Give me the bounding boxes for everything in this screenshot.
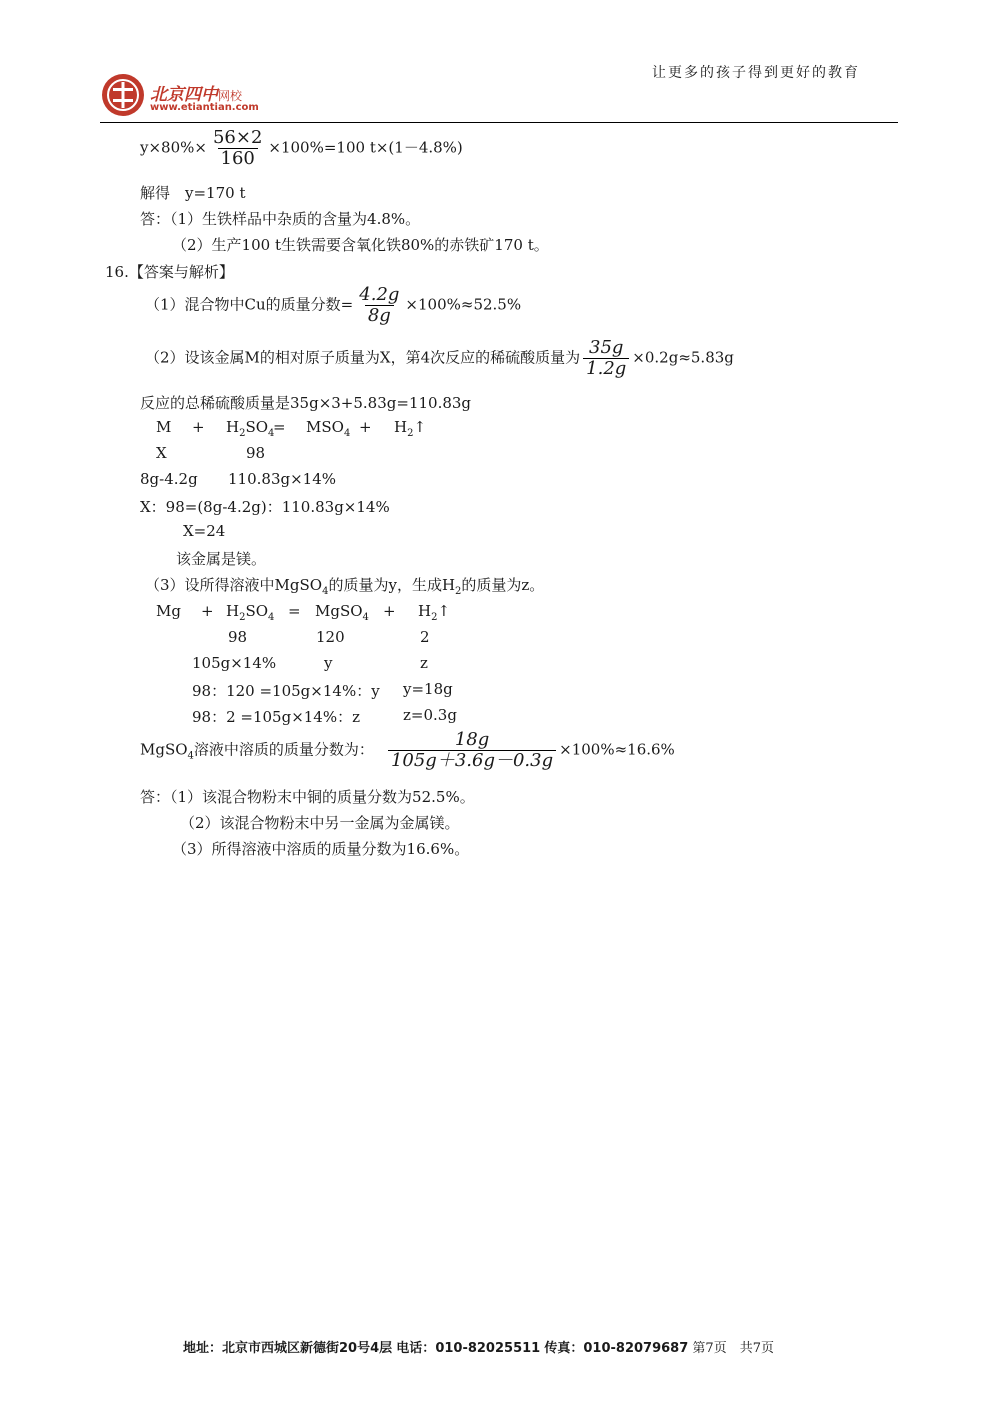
equation-line-1: y×80%× $\frac{56\times 2}{160}$ ×100%=100 t×(1－4.8%) [140, 127, 463, 169]
fraction: $\frac{18g}{105g+3.6g-0.3g}$ [388, 730, 556, 771]
chem-eq-plus: + [359, 418, 372, 436]
text-line: 解得 y=170 t [140, 184, 246, 202]
chem-eq-mg: Mg [156, 602, 181, 620]
text-line: （3）设所得溶液中MgSO$_4$的质量为y，生成$H_2$的质量为z。 [145, 576, 545, 597]
chem-eq-value: 120 [316, 628, 345, 646]
chem-eq-m: M [156, 418, 172, 436]
text-line: z=0.3g [403, 706, 457, 724]
equation-line-mgso4: MgSO$_4$溶液中溶质的质量分数为： $\frac{18g}{105g+3.6g-0.3g}$ ×100%≈16.6% [140, 729, 675, 771]
logo-emblem-icon [100, 72, 146, 118]
chem-eq-value: 2 [420, 628, 430, 646]
fraction: $\frac{35g}{1.2g}$ [583, 338, 629, 379]
text-line: X=24 [183, 522, 226, 540]
header-divider [100, 122, 898, 123]
text-line: 98：2 =105g×14%：z [192, 708, 361, 726]
chem-eq-plus: + [201, 602, 214, 620]
chem-eq-value: 110.83g×14% [228, 470, 336, 488]
chem-eq-mgso4: MgSO$_4$ [315, 602, 369, 623]
header-slogan: 让更多的孩子得到更好的教育 [652, 65, 860, 81]
equation-line-cu: （1）混合物中Cu的质量分数= $\frac{4.2g}{8g}$ ×100%≈52.5% [145, 284, 522, 326]
chem-eq-value: X [156, 444, 167, 462]
chem-eq-value: y [324, 654, 333, 672]
chem-eq-h2so4: $H_2SO_4$ [226, 418, 275, 439]
answer-line: 答：（1）该混合物粉末中铜的质量分数为52.5%。 [140, 788, 475, 806]
fraction: $\frac{4.2g}{8g}$ [359, 284, 400, 326]
chem-eq-h2: $H_2↑$ [394, 418, 427, 439]
chem-eq-h2: $H_2↑$ [418, 602, 451, 623]
question-heading: 16.【答案与解析】 [105, 263, 234, 281]
chem-eq-mso4: $MSO_4$ [306, 418, 351, 439]
text-line: 反应的总稀硫酸质量是35g×3+5.83g=110.83g [140, 394, 472, 412]
chem-eq-value: 98 [246, 444, 266, 462]
chem-eq-value: 98 [228, 628, 248, 646]
text-line: X：98=(8g-4.2g)：110.83g×14% [140, 498, 390, 516]
text-line: 98：120 =105g×14%：y [192, 682, 380, 700]
text-line: y=18g [403, 680, 453, 698]
answer-line: （3）所得溶液中溶质的质量分数为16.6%。 [172, 840, 470, 858]
fraction: $\frac{56\times 2}{160}$ [212, 127, 263, 169]
answer-line: （2）该混合物粉末中另一金属为金属镁。 [180, 814, 460, 832]
equation-line-metal: （2）设该金属M的相对原子质量为X，第4次反应的稀硫酸质量为 $\frac{35g}{1.2g}$ ×0.2g≈5.83g [145, 337, 734, 379]
text-line: 该金属是镁。 [176, 550, 267, 568]
footer: 地址：北京市西城区新德街20号4层 电话：010-82025511 传真：010-82079687 第7页 共7页 [183, 1341, 774, 1356]
text-line: 答：（1）生铁样品中杂质的含量为4.8%。 [140, 210, 421, 228]
chem-eq-value: z [420, 654, 428, 672]
chem-eq-value: 8g-4.2g [140, 470, 198, 488]
chem-eq-plus: + [383, 602, 396, 620]
text-line: （2）生产100 t生铁需要含氧化铁80%的赤铁矿170 t。 [172, 236, 549, 254]
chem-eq-equals: = [288, 602, 301, 620]
logo-url: www.etiantian.com [150, 102, 259, 113]
chem-eq-value: 105g×14% [192, 654, 277, 672]
chem-eq-h2so4: $H_2SO_4$ [226, 602, 275, 623]
logo [100, 72, 280, 118]
logo-name: 北京四中网校 [150, 85, 243, 105]
chem-eq-equals: = [273, 418, 286, 436]
chem-eq-plus: + [192, 418, 205, 436]
